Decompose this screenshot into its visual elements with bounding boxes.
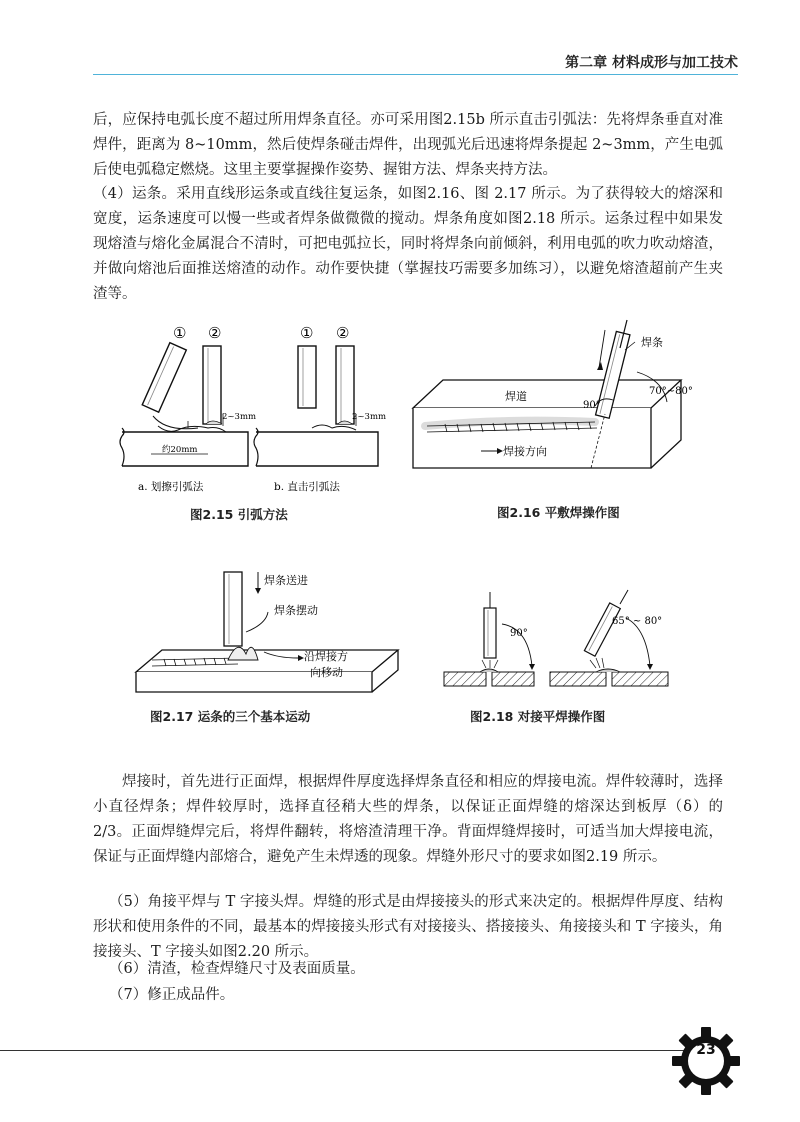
page-number: 23 [696, 1042, 716, 1058]
fig217-move-label-2: 向移动 [310, 666, 343, 679]
figure-2-18 [440, 588, 680, 692]
fig215-panel-a [120, 324, 256, 493]
fig215-a-circle1: ① [173, 324, 187, 342]
fig215-panel-b [254, 324, 386, 493]
fig217-feed-label: 焊条送进 [264, 574, 308, 587]
fig217-move-label-1: 沿焊接方 [304, 650, 348, 663]
fig215-b-label: b. 直击引弧法 [274, 481, 340, 493]
paragraph-6: （7）修正成品件。 [109, 987, 235, 1003]
paragraph-5: （6）清渣，检查焊缝尺寸及表面质量。 [109, 961, 365, 977]
fig217-swing-label: 焊条摆动 [274, 604, 318, 617]
fig215-b-gap: 2~3mm [352, 412, 387, 422]
fig215-b-circle2: ② [336, 324, 350, 342]
footer-rule [0, 1050, 688, 1051]
fig215-a-circle2: ② [208, 324, 222, 342]
fig217-caption: 图2.17 运条的三个基本运动 [150, 709, 311, 724]
fig218-angle6580: 65° ~ 80° [612, 616, 663, 627]
figure-2-15 [118, 316, 387, 498]
fig215-b-circle1: ① [300, 324, 314, 342]
fig216-bead-label: 焊道 [505, 390, 527, 403]
fig216-rod-label: 焊条 [641, 336, 663, 349]
header-rule [93, 74, 738, 75]
paragraph-1: 后，应保持电弧长度不超过所用焊条直径。亦可采用图2.15b 所示直击引弧法：先将焊条垂直对准焊件，距离为 8~10mm，然后使焊条碰击焊件，出现弧光后迅速将焊条提起 2~3mm，产生电弧后使电弧稳定燃烧。这里主要掌握操作姿势、握钳方法、焊条夹持方法。 [93, 112, 723, 178]
fig216-caption: 图2.16 平敷焊操作图 [497, 505, 620, 520]
fig215-a-label: a. 划擦引弧法 [138, 481, 204, 493]
paragraph-2: （4）运条。采用直线形运条或直线往复运条，如图2.16、图 2.17 所示。为了获得较大的熔深和宽度，运条速度可以慢一些或者焊条做微微的搅动。焊条角度如图2.18 所示。运条过程中如果发现熔渣与熔化金属混合不清时，可把电弧拉长，同时将焊条向前倾斜，利用电弧的吹力吹动熔渣，并做向熔池后面推送熔渣的动作。动作要快捷（掌握技巧需要多加练习），以避免熔渣超前产生夹渣等。 [93, 186, 723, 302]
fig215-a-dist: 约20mm [162, 445, 198, 455]
fig215-a-gap: 2~3mm [222, 412, 257, 422]
fig215-caption: 图2.15 引弧方法 [190, 507, 288, 522]
paragraph-3: 焊接时，首先进行正面焊，根据焊件厚度选择焊条直径和相应的焊接电流。焊件较薄时，选择小直径焊条；焊件较厚时，选择直径稍大些的焊条，以保证正面焊缝的熔深达到板厚（δ）的 2/3。正面焊缝焊完后，将焊件翻转，将熔渣清理干净。背面焊缝焊接时，可适当加大焊接电流，保证与正面焊缝内部熔合，避免产生未焊透的现象。焊缝外形尺寸的要求如图2.19 所示。 [93, 774, 723, 865]
fig218-angle90: 90° [510, 628, 528, 639]
fig216-angle90: 90° [583, 400, 601, 411]
paragraph-4: （5）角接平焊与 T 字接头焊。焊缝的形式是由焊接接头的形式来决定的。根据焊件厚度、结构形状和使用条件的不同，最基本的焊接接头形式有对接接头、搭接接头、角接接头和 T 字接头，角接接头、T 字接头如图2.20 所示。 [93, 894, 723, 960]
figure-2-16 [405, 318, 693, 490]
fig216-angle7080: 70°~80° [649, 386, 693, 397]
fig218-caption: 图2.18 对接平焊操作图 [470, 709, 606, 724]
gear-icon [672, 1027, 740, 1095]
figure-2-17 [128, 568, 408, 698]
fig216-direction-label: 焊接方向 [503, 445, 547, 458]
chapter-header: 第二章 材料成形与加工技术 [565, 55, 738, 71]
